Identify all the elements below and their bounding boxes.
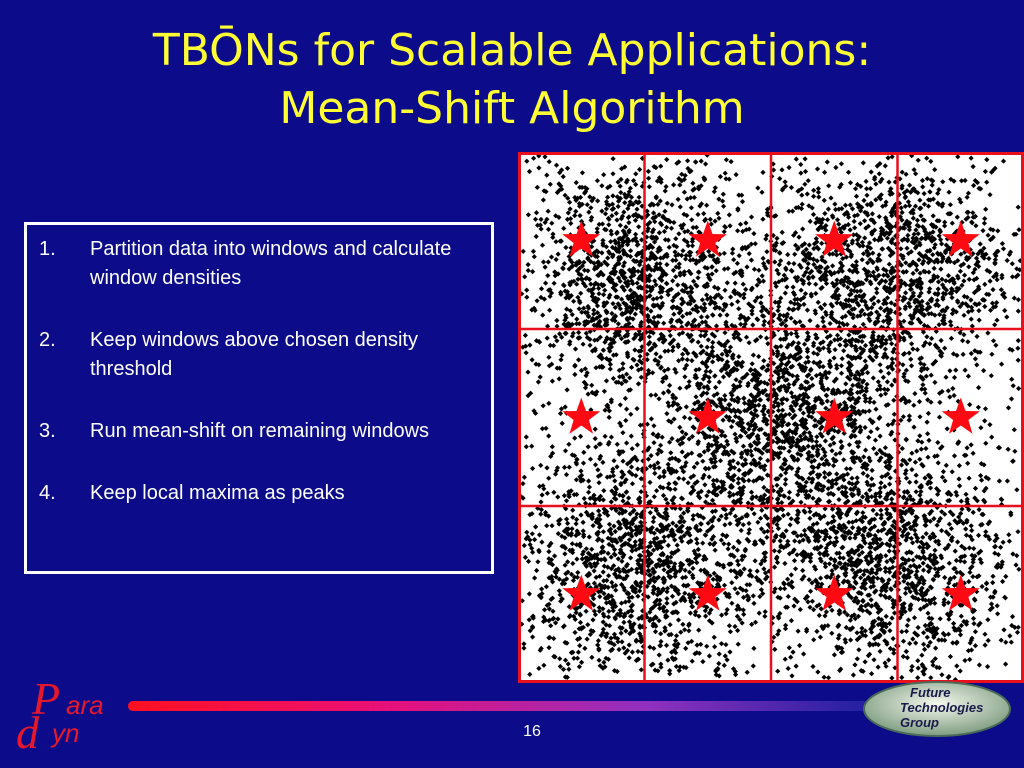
step-4: [39, 479, 479, 508]
step-1: [39, 235, 479, 293]
title-line-2: Mean-Shift Algorithm: [279, 83, 745, 134]
scatter-plot-panel: [518, 152, 1024, 683]
footer-divider: [128, 701, 870, 711]
paradyn-logo: [16, 672, 128, 754]
steps-box: [24, 222, 494, 574]
step-number: 4.: [39, 482, 56, 504]
ftg-line-3: Group: [900, 715, 939, 730]
logo-text-ara: ara: [66, 690, 104, 720]
page-number: 16: [523, 723, 541, 740]
logo-letter-p: P: [32, 673, 61, 724]
step-number: 2.: [39, 329, 56, 351]
step-text: Keep windows above chosen density threshold: [90, 329, 418, 380]
step-text: Run mean-shift on remaining windows: [90, 420, 430, 442]
step-3: [39, 417, 479, 446]
title-line-1: TBŌNs for Scalable Applications:: [152, 25, 872, 76]
scatter-plot: [518, 152, 1024, 683]
step-2: [39, 326, 479, 384]
steps-list: [27, 225, 491, 508]
ftg-line-2: Technologies: [900, 700, 984, 715]
logo-letter-d: d: [16, 707, 39, 754]
ftg-line-1: Future: [910, 685, 951, 700]
logo-text-yn: yn: [52, 718, 80, 748]
slide-title: [0, 22, 1024, 138]
step-text: Partition data into windows and calculate window densities: [90, 238, 452, 289]
step-number: 1.: [39, 238, 56, 260]
step-text: Keep local maxima as peaks: [90, 482, 345, 504]
future-technologies-group-logo: [862, 680, 1012, 738]
step-number: 3.: [39, 420, 56, 442]
